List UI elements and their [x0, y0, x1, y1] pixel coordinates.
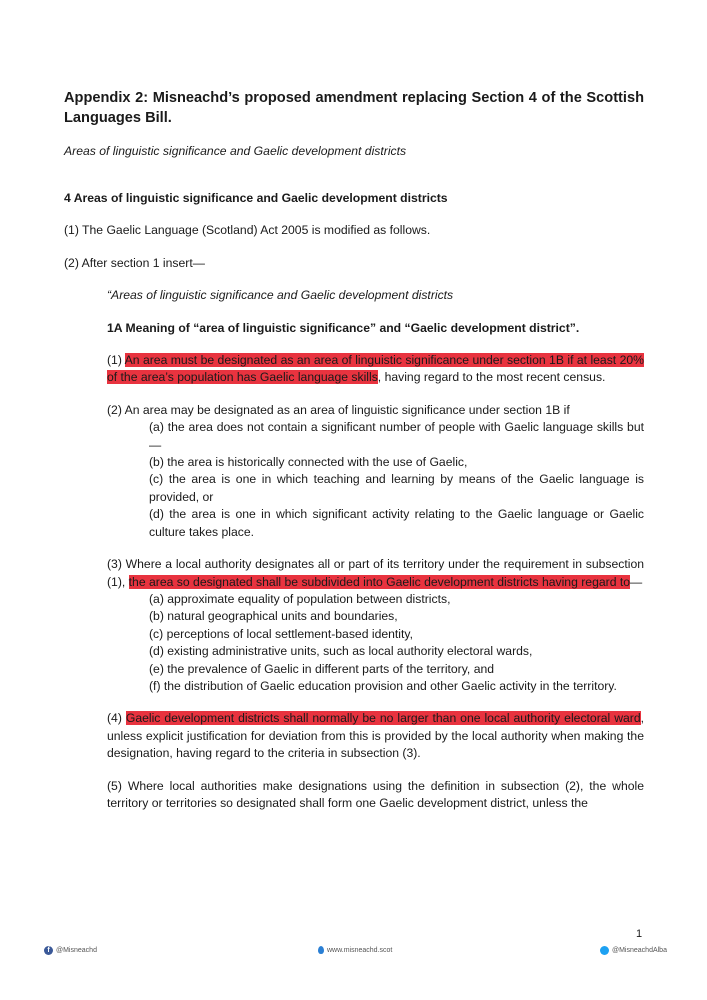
- list-item: (d) the area is one in which significant activity relating to the Gaelic language or Gaelic culture takes place.: [149, 507, 644, 539]
- highlighted-text: An area must be designated as an area of linguistic significance under section 1B if at least 20% of the area’s population has Gaelic language skills: [107, 353, 644, 385]
- highlighted-text: the area so designated shall be subdivided into Gaelic development districts having regard to: [128, 574, 631, 589]
- subsection-3-lead: [107, 556, 644, 591]
- highlighted-text: Gaelic development districts shall normally be no larger than one local authority electoral ward: [125, 711, 641, 726]
- footer-website[interactable]: [318, 946, 392, 954]
- subsection-5: (5) Where local authorities make designations using the definition in subsection (2), the whole territory or territories so designated shall form one Gaelic development district, unless the: [107, 778, 644, 810]
- facebook-icon: f: [44, 946, 53, 955]
- subsection-2-lead: (2) An area may be designated as an area of linguistic significance under section 1B if: [107, 402, 570, 417]
- twitter-icon: [600, 946, 609, 955]
- paragraph-1: (1) The Gaelic Language (Scotland) Act 2005 is modified as follows.: [64, 223, 431, 238]
- list-item: (d) existing administrative units, such as local authority electoral wards,: [149, 644, 533, 659]
- twitter-handle: @MisneachdAlba: [612, 947, 667, 954]
- list-item: (c) the area is one in which teaching and learning by means of the Gaelic language is provided, or: [149, 472, 644, 504]
- inserted-text: [64, 287, 644, 812]
- subsection-1-number: (1): [107, 353, 125, 368]
- list-item: (b) natural geographical units and boundaries,: [149, 609, 398, 624]
- subsection-3: [107, 556, 644, 695]
- list-item: (f) the distribution of Gaelic education provision and other Gaelic activity in the territory.: [149, 678, 617, 693]
- page-number: 1: [636, 928, 643, 940]
- subsection-4-rest: , unless explicit justification for deviation from this is provided by the local authority when making the designation, having regard to the criteria in subsection (3).: [107, 711, 644, 761]
- subsection-heading: 1A Meaning of “area of linguistic significance” and “Gaelic development district”.: [107, 320, 580, 335]
- facebook-handle: @Misneachd: [56, 947, 97, 954]
- subsection-2: [107, 402, 644, 541]
- list-item: (e) the prevalence of Gaelic in different parts of the territory, and: [149, 661, 495, 676]
- footer-twitter[interactable]: [600, 946, 667, 955]
- section-heading: 4 Areas of linguistic significance and Gaelic development districts: [64, 191, 448, 205]
- list-item: (a) approximate equality of population between districts,: [149, 591, 451, 606]
- document-body: [64, 190, 644, 812]
- subsection-3-prefix: (3) Where a local authority designates all or part of its territory under the requirement in subsection (1),: [107, 557, 644, 589]
- subsection-3-rest: —: [630, 574, 643, 589]
- footer-facebook[interactable]: [44, 946, 97, 955]
- list-item: (a) the area does not contain a significant number of people with Gaelic language skills but—: [149, 420, 644, 452]
- website-url: www.misneachd.scot: [327, 946, 393, 954]
- page-subtitle: Areas of linguistic significance and Gaelic development districts: [64, 144, 407, 158]
- list-item: (c) perceptions of local settlement-based identity,: [149, 626, 413, 641]
- subsection-1: [107, 352, 644, 387]
- list-item: (b) the area is historically connected with the use of Gaelic,: [149, 455, 468, 470]
- subsection-4-number: (4): [107, 711, 126, 726]
- quote-title: “Areas of linguistic significance and Gaelic development districts: [107, 288, 454, 303]
- subsection-4: [107, 710, 644, 762]
- paragraph-2: (2) After section 1 insert—: [64, 255, 205, 270]
- subsection-1-rest: , having regard to the most recent census.: [377, 370, 606, 385]
- droplet-icon: [318, 946, 324, 954]
- page-title: Appendix 2: Misneachd’s proposed amendment replacing Section 4 of the Scottish Languages Bill.: [64, 90, 644, 126]
